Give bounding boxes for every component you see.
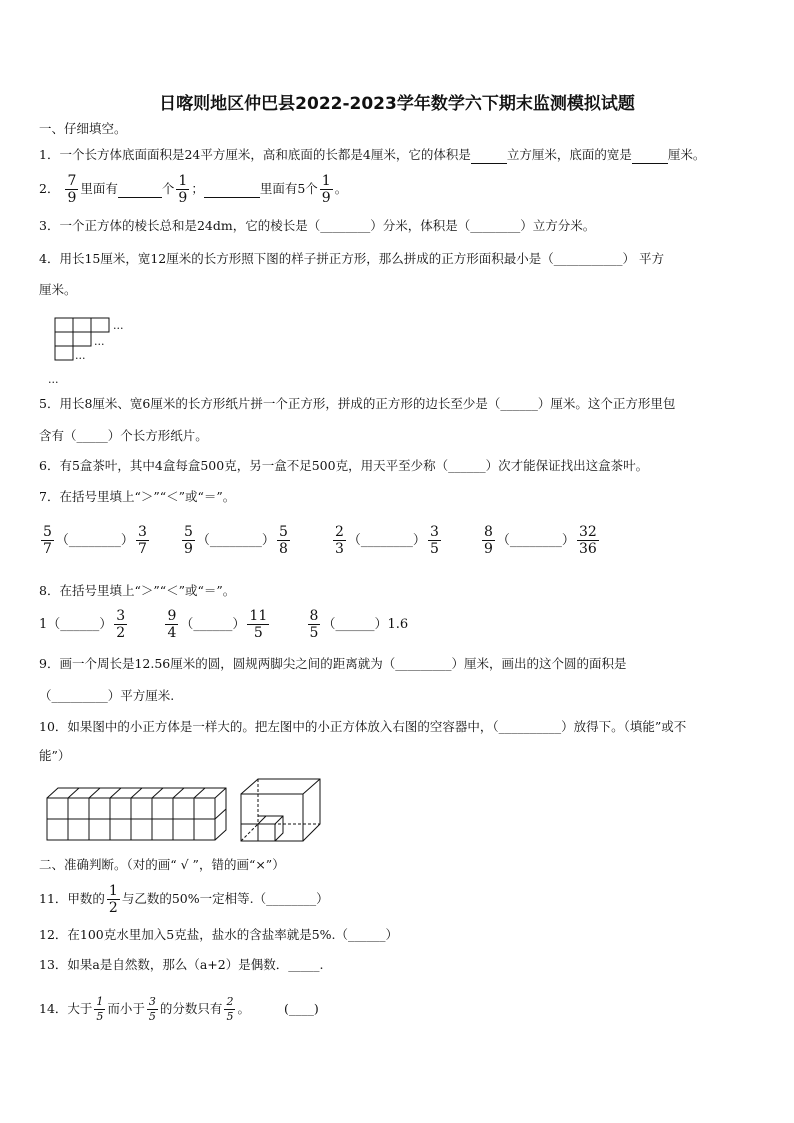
compare-pair: $\frac{5}{9}$ （________） $\frac{5}{8}$ (184, 524, 288, 557)
question-5-line2: 含有（_____）个长方形纸片。 (39, 428, 208, 443)
question-12: 12．在100克水里加入5克盐，盐水的含盐率就是5%.（______） (39, 927, 399, 942)
question-4-line2: 厘米。 (39, 282, 77, 297)
compare-pair: $\frac{5}{7}$ （________） $\frac{3}{7}$ (43, 524, 147, 557)
question-1: 1．一个长方体底面面积是24平方厘米，高和底面的长都是4厘米，它的体积是 立方厘米，底面的宽是 厘米。 (39, 147, 706, 162)
container-figure (238, 776, 323, 844)
question-3: 3．一个正方体的棱长总和是24dm，它的棱长是（________）分米，体积是（________）立方分米。 (39, 218, 596, 233)
section-1-heading: 一、仔细填空。 (39, 121, 127, 136)
fraction: $\frac{7}{9}$ (67, 173, 77, 206)
question-11: 11．甲数的 $\frac{1}{2}$ 与乙数的50%一定相等.（________） (39, 883, 329, 916)
compare-pair: $\frac{2}{3}$ （________） $\frac{3}{5}$ (335, 524, 439, 557)
question-2: 2． $\frac{7}{9}$ 里面有 个 $\frac{1}{9}$ ； 里面有5个 $\frac{1}{9}$ 。 (39, 173, 348, 206)
question-13: 13．如果a是自然数，那么（a+2）是偶数．_____. (39, 957, 324, 972)
question-9-line2: （_________）平方厘米. (39, 688, 175, 703)
question-10-line2: 能”） (39, 748, 71, 763)
question-14: 14．大于 $\frac{1}{5}$ 而小于 $\frac{3}{5}$ 的分数只有 $\frac{2}{5}$ 。 (____) (39, 995, 319, 1023)
question-7: 7．在括号里填上“＞”“＜”或“＝”。 (39, 489, 236, 504)
page-title: 日喀则地区仲巴县2022-2023学年数学六下期末监测模拟试题 (159, 94, 635, 114)
ellipsis: ... (75, 349, 86, 362)
question-9-line1: 9．画一个周长是12.56厘米的圆，圆规两脚尖之间的距离就为（_________）厘米，画出的这个圆的面积是 (39, 656, 627, 671)
question-6: 6．有5盒茶叶，其中4盒每盒500克，另一盒不足500克，用天平至少称（______）次才能保证找出这盒茶叶。 (39, 458, 649, 473)
fraction: $\frac{1}{9}$ (321, 173, 331, 206)
question-10-line1: 10．如果图中的小正方体是一样大的。把左图中的小正方体放入右图的空容器中，（__________）放得下。（填能”或不 (39, 719, 687, 734)
fraction: $\frac{1}{9}$ (178, 173, 188, 206)
question-8-items: 1（______） $\frac{3}{2}$ $\frac{9}{4}$ （______） $\frac{11}{5}$ $\frac{8}{5}$ （______）1.6 (39, 608, 409, 641)
ellipsis: ... (113, 319, 124, 332)
ellipsis: ... (94, 335, 105, 348)
cube-block-figure (44, 778, 229, 844)
question-8: 8．在括号里填上“＞”“＜”或“＝”。 (39, 583, 236, 598)
ellipsis: ... (48, 373, 59, 386)
section-2-heading: 二、准确判断。（对的画“ √ ”，错的画“×”） (39, 857, 285, 872)
question-4-line1: 4．用长15厘米，宽12厘米的长方形照下图的样子拼正方形，那么拼成的正方形面积最小是（___________） 平方 (39, 251, 664, 266)
question-5-line1: 5．用长8厘米、宽6厘米的长方形纸片拼一个正方形，拼成的正方形的边长至少是（______）厘米。这个正方形里包 (39, 396, 676, 411)
compare-pair: $\frac{8}{9}$ （________） $\frac{32}{36}$ (484, 524, 597, 557)
